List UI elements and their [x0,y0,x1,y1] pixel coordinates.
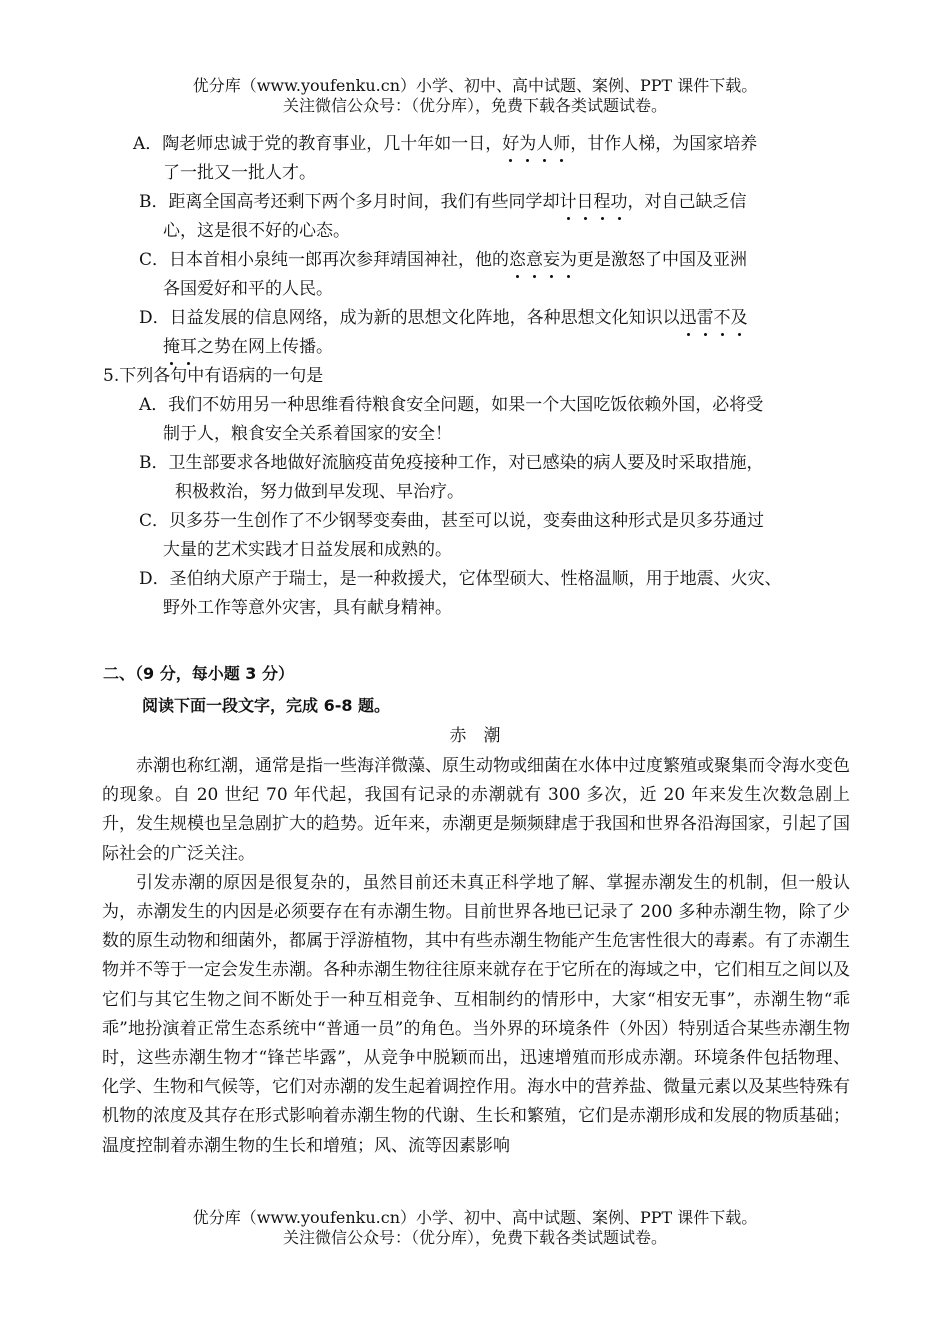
q4-d-marked: 迅雷不及 [679,308,748,328]
q4-option-c-line1 [139,248,747,272]
passage-paragraph-1: 赤潮也称红潮，通常是指一些海洋微藻、原生动物或细菌在水体中过度繁殖或聚集而令海水变色的现象。自 20 世纪 70 年代起，我国有记录的赤潮就有 300 多次，近 20 年来发生次数急剧上升，发生规模也呈急剧扩大的趋势。近年来，赤潮更是频频肆虐于我国和世界各沿海国家，引起了国际社会的广泛关注。 [102,756,850,864]
q5-option-d-line2: 野外工作等意外灾害，具有献身精神。 [163,598,452,618]
q4-option-c-line2: 各国爱好和平的人民。 [163,279,333,299]
passage-body [102,752,850,1161]
q4-option-a-line1 [133,132,757,156]
q4-d-pre: D．日益发展的信息网络，成为新的思想文化阵地，各种思想文化知识以 [139,308,680,328]
q4-c-marked: 恣意妄为 [509,250,578,270]
footer-line-1: 优分库（www.youfenku.cn）小学、初中、高中试题、案例、PPT 课件下载。 [192,1208,758,1227]
q4-b-post: ，对自己缺乏信 [627,192,747,212]
q4-option-b-line2: 心，这是很不好的心态。 [163,221,350,241]
q4-option-a-line2: 了一批又一批人才。 [163,163,316,183]
q5-option-c-line1: C．贝多芬一生创作了不少钢琴变奏曲，甚至可以说，变奏曲这种形式是贝多芬通过 [139,511,765,531]
q4-c-pre: C．日本首相小泉纯一郎再次参拜靖国神社，他的 [139,250,510,270]
q4-option-d-line2 [163,335,333,359]
q4-option-b-line1 [139,190,747,214]
q4-d-marked-2: 掩耳 [163,337,197,357]
q4-d-post: 之势在网上传播。 [197,337,333,357]
q4-b-marked: 计日程功 [559,192,628,212]
q5-option-c-line2: 大量的艺术实践才日益发展和成熟的。 [163,540,452,560]
header-line-2: 关注微信公众号：（优分库），免费下载各类试题试卷。 [282,96,667,115]
q5-option-b-line2: 积极救治，努力做到早发现、早治疗。 [175,482,464,502]
q5-stem: 5.下列各句中有语病的一句是 [103,366,324,386]
q4-a-pre: A．陶老师忠诚于党的教育事业，几十年如一日， [133,134,503,154]
q5-option-b-line1: B．卫生部要求各地做好流脑疫苗免疫接种工作，对已感染的病人要及时采取措施， [139,453,764,473]
section2-instruction: 阅读下面一段文字，完成 6-8 题。 [142,696,391,715]
q4-a-marked: 好为人师 [502,134,571,154]
q4-option-d-line1 [139,306,748,330]
section2-heading: 二、（9 分，每小题 3 分） [103,664,294,683]
q4-a-post: ，甘作人梯，为国家培养 [570,134,758,154]
q4-b-pre: B．距离全国高考还剩下两个多月时间，我们有些同学却 [139,192,560,212]
q4-c-post: 更是激怒了中国及亚洲 [577,250,748,270]
passage-title: 赤 潮 [449,726,501,746]
q5-option-a-line1: A．我们不妨用另一种思维看待粮食安全问题，如果一个大国吃饭依赖外国，必将受 [139,395,764,415]
q5-option-a-line2: 制于人，粮食安全关系着国家的安全！ [163,424,452,444]
passage-paragraph-2: 引发赤潮的原因是很复杂的，虽然目前还未真正科学地了解、掌握赤潮发生的机制，但一般认为，赤潮发生的内因是必须要存在有赤潮生物。目前世界各地已记录了 200 多种赤潮生物，除了少数的原生动物和细菌外，都属于浮游植物，其中有些赤潮生物能产生危害性很大的毒素。有了赤潮生物并不等于一定会发生赤潮。各种赤潮生物往往原来就存在于它所在的海域之中，它们相互之间以及它们与其它生物之间不断处于一种互相竞争、互相制约的情形中，大家“相安无事”，赤潮生物“乖乖”地扮演着正常生态系统中“普通一员”的角色。当外界的环境条件（外因）特别适合某些赤潮生物时，这些赤潮生物才“锋芒毕露”，从竞争中脱颖而出，迅速增殖而形成赤潮。环境条件包括物理、化学、生物和气候等，它们对赤潮的发生起着调控作用。海水中的营养盐、微量元素以及某些特殊有机物的浓度及其存在形式影响着赤潮生物的代谢、生长和繁殖，它们是赤潮形成和发展的物质基础；温度控制着赤潮生物的生长和增殖；风、流等因素影响 [102,872,850,1156]
q5-option-d-line1: D．圣伯纳犬原产于瑞士，是一种救援犬，它体型硕大、性格温顺，用于地震、火灾、 [139,569,782,589]
header-line-1: 优分库（www.youfenku.cn）小学、初中、高中试题、案例、PPT 课件下载。 [192,76,758,95]
footer-line-2: 关注微信公众号：（优分库），免费下载各类试题试卷。 [282,1228,667,1247]
